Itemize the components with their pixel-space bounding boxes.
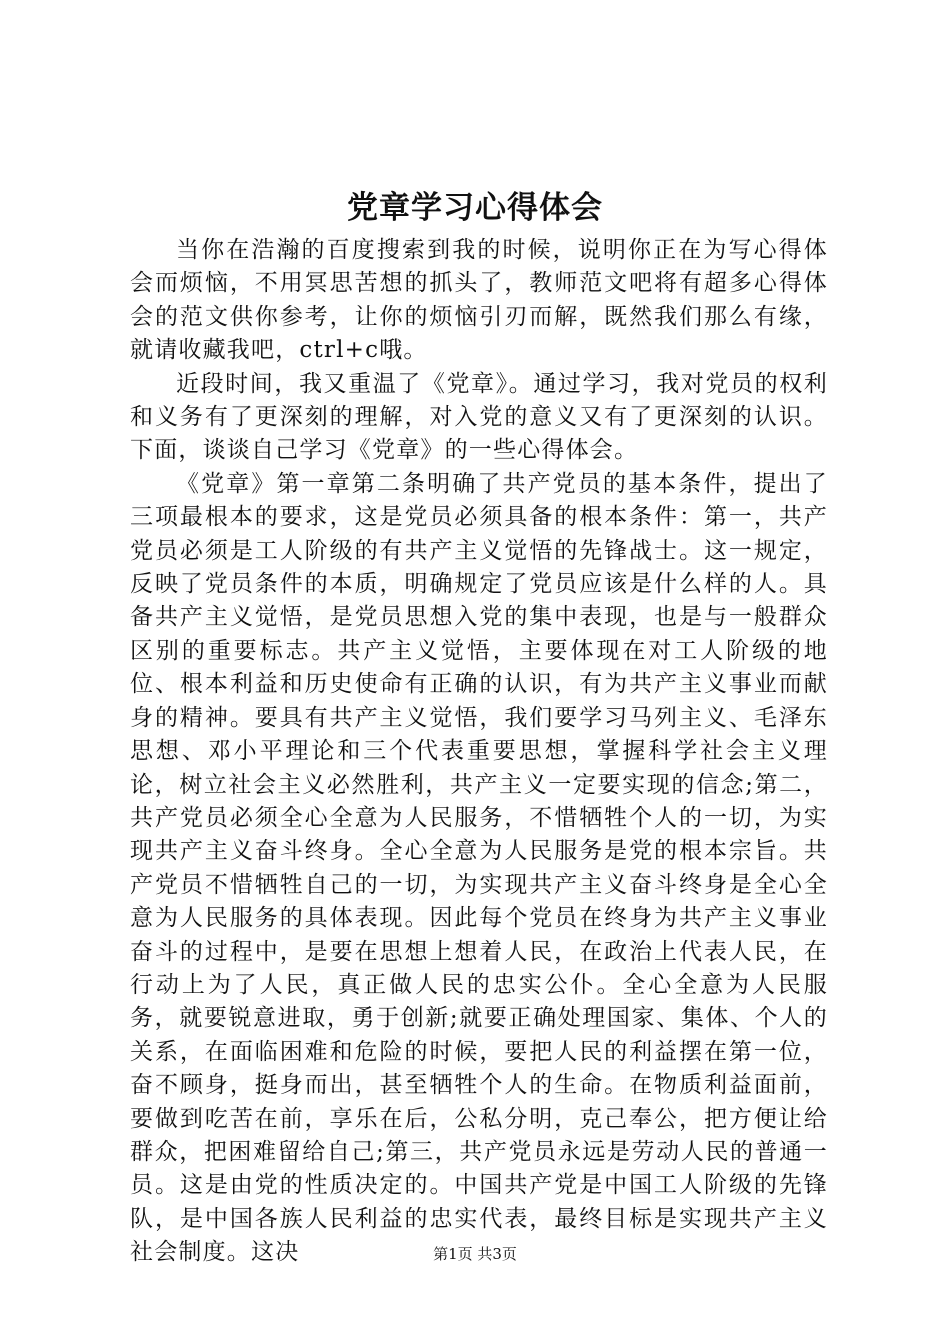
page-footer: 第1页 共3页: [433, 1245, 517, 1263]
paragraph-review: 近段时间，我又重温了《党章》。通过学习，我对党员的权利和义务有了更深刻的理解，对入党的意义又有了更深刻的认识。下面，谈谈自己学习《党章》的一些心得体会。: [130, 370, 828, 464]
paragraph-intro: 当你在浩瀚的百度搜索到我的时候，说明你正在为写心得体会而烦恼，不用冥思苦想的抓头了，教师范文吧将有超多心得体会的范文供你参考，让你的烦恼引刃而解，既然我们那么有缘，就请收藏我吧，ctrl+c哦。: [130, 237, 828, 364]
paragraph-conditions: 《党章》第一章第二条明确了共产党员的基本条件，提出了三项最根本的要求，这是党员必须具备的根本条件：第一，共产党员必须是工人阶级的有共产主义觉悟的先锋战士。这一规定，反映了党员条件的本质，明确规定了党员应该是什么样的人。具备共产主义觉悟，是党员思想入党的集中表现，也是与一般群众区别的重要标志。共产主义觉悟，主要体现在对工人阶级的地位、根本利益和历史使命有正确的认识，有为共产主义事业而献身的精神。要具有共产主义觉悟，我们要学习马列主义、毛泽东思想、邓小平理论和三个代表重要思想，掌握科学社会主义理论，树立社会主义必然胜利，共产主义一定要实现的信念;第二，共产党员必须全心全意为人民服务，不惜牺牲个人的一切，为实现共产主义奋斗终身。全心全意为人民服务是党的根本宗旨。共产党员不惜牺牲自己的一切，为实现共产主义奋斗终身是全心全意为人民服务的具体表现。因此每个党员在终身为共产主义事业奋斗的过程中，是要在思想上想着人民，在政治上代表人民，在行动上为了人民，真正做人民的忠实公仆。全心全意为人民服务，就要锐意进取，勇于创新;就要正确处理国家、集体、个人的关系，在面临困难和危险的时候，要把人民的利益摆在第一位，奋不顾身，挺身而出，甚至牺牲个人的生命。在物质利益面前，要做到吃苦在前，享乐在后，公私分明，克己奉公，把方便让给群众，把困难留给自己;第三，共产党员永远是劳动人民的普通一员。这是由党的性质决定的。中国共产党是中国工人阶级的先锋队，是中国各族人民利益的忠实代表，最终目标是实现共产主义社会制度。这决: [130, 470, 828, 1266]
document-title: 党章学习心得体会: [347, 190, 603, 226]
document-body: [130, 234, 828, 1270]
